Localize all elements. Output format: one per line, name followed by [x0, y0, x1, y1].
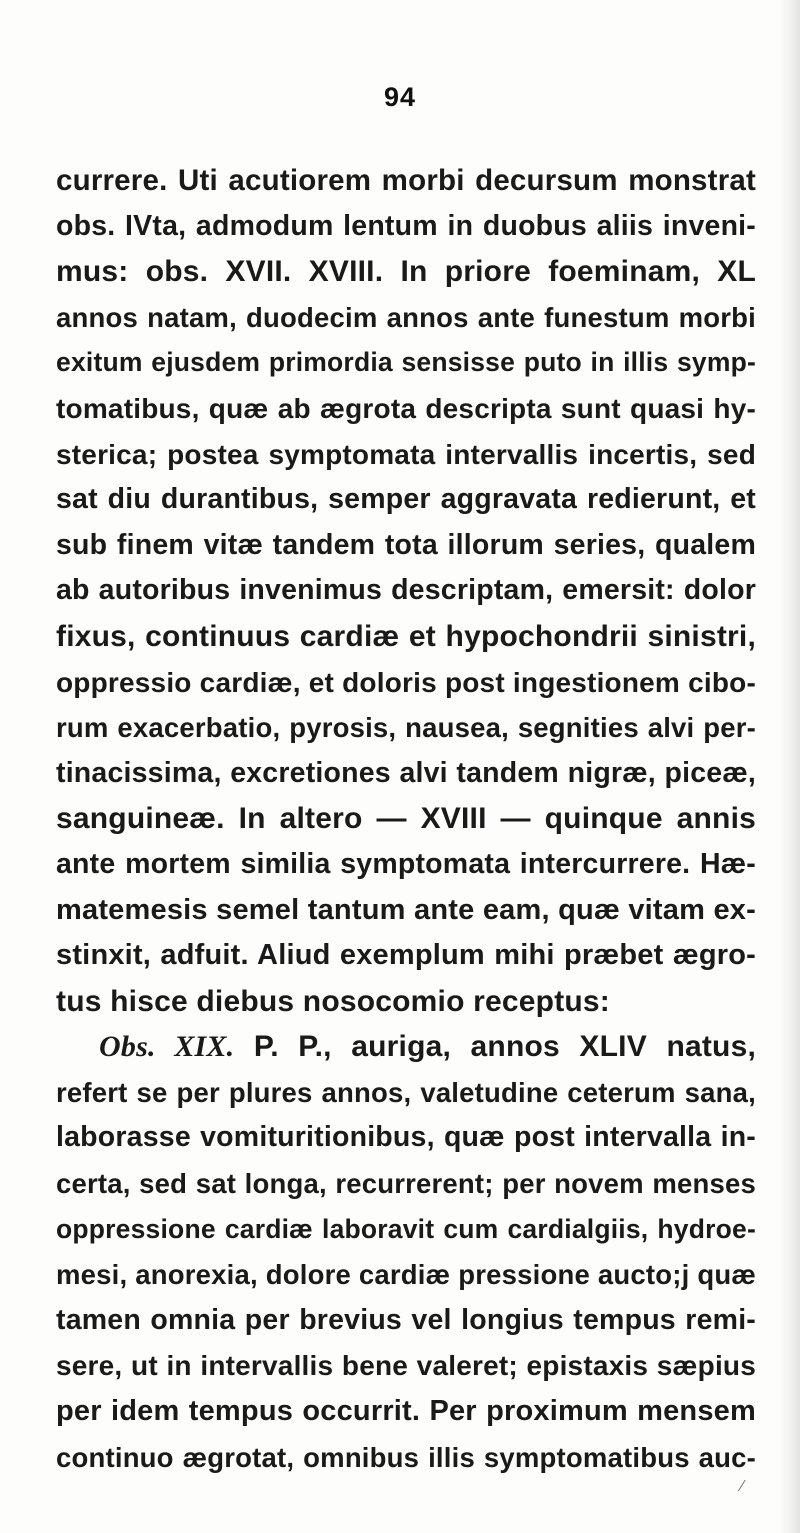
body-text: [56, 158, 756, 1480]
page-edge-shadow: [778, 0, 800, 1533]
text-line: rum exacerbatio, pyrosis, nausea, segnities alvi per-: [56, 712, 756, 744]
text-line: laborasse vomituritionibus, quæ post intervalla in-: [56, 1121, 756, 1154]
text-line: matemesis semel tantum ante eam, quæ vitam ex-: [56, 893, 756, 926]
text-line: tus hisce diebus nosocomio receptus:: [56, 984, 610, 1018]
text-line: oppressione cardiæ laboravit cum cardialgiis, hydroe-: [56, 1213, 756, 1244]
text-line: certa, sed sat longa, recurrerent; per novem menses: [56, 1168, 756, 1200]
text-line: ante mortem similia symptomata intercurrere. Hæ-: [56, 847, 756, 880]
text-line: refert se per plures annos, valetudine ceterum sana,: [56, 1076, 756, 1108]
text-line: sanguineæ. In altero — XVIII — quinque annis: [56, 802, 756, 836]
text-line: currere. Uti acutiorem morbi decursum monstrat: [56, 164, 756, 197]
text-line: tamen omnia per brevius vel longius tempus remi-: [56, 1303, 756, 1336]
text-line: tinacissima, excretiones alvi tandem nigræ, piceæ,: [56, 756, 756, 789]
text-line: obs. IVta, admodum lentum in duobus aliis inveni-: [56, 209, 756, 242]
text-line: continuo ægrotat, omnibus illis symptomatibus auc-: [56, 1441, 756, 1473]
text-line: mesi, anorexia, dolore cardiæ pressione aucto;j quæ: [56, 1259, 756, 1291]
text-line: annos natam, duodecim annos ante funestum morbi: [56, 301, 756, 333]
stray-pencil-mark: ⁄: [741, 1478, 744, 1495]
text-line: ab autoribus invenimus descriptam, emersit: dolor: [56, 574, 756, 607]
observation-label: Obs. XIX.: [99, 1030, 235, 1064]
text-line: tomatibus, quæ ab ægrota descripta sunt quasi hy-: [56, 392, 756, 424]
text-line: mus: obs. XVII. XVIII. In priore foeminam, XL: [56, 255, 756, 289]
text-line: sub finem vitæ tandem tota illorum series, qualem: [56, 528, 756, 561]
text-line: sat diu durantibus, semper aggravata redierunt, et: [56, 483, 756, 516]
observation-heading-line: [56, 1024, 756, 1070]
page-number: 94: [383, 82, 417, 112]
text-line: per idem tempus occurrit. Per proximum mensem: [56, 1395, 756, 1428]
text-line: sterica; postea symptomata intervallis incertis, sed: [56, 438, 756, 470]
text-line: exitum ejusdem primordia sensisse puto in illis symp-: [56, 347, 756, 378]
text-line: oppressio cardiæ, et doloris post ingestionem cibo-: [56, 666, 756, 698]
text-line: stinxit, adfuit. Aliud exemplum mihi præbet ægro-: [56, 939, 756, 972]
observation-text: P. P., auriga, annos XLIV natus,: [234, 1030, 756, 1064]
text-line: fixus, continuus cardiæ et hypochondrii sinistri,: [56, 619, 756, 653]
text-line: sere, ut in intervallis bene valeret; epistaxis sæpius: [56, 1350, 756, 1382]
